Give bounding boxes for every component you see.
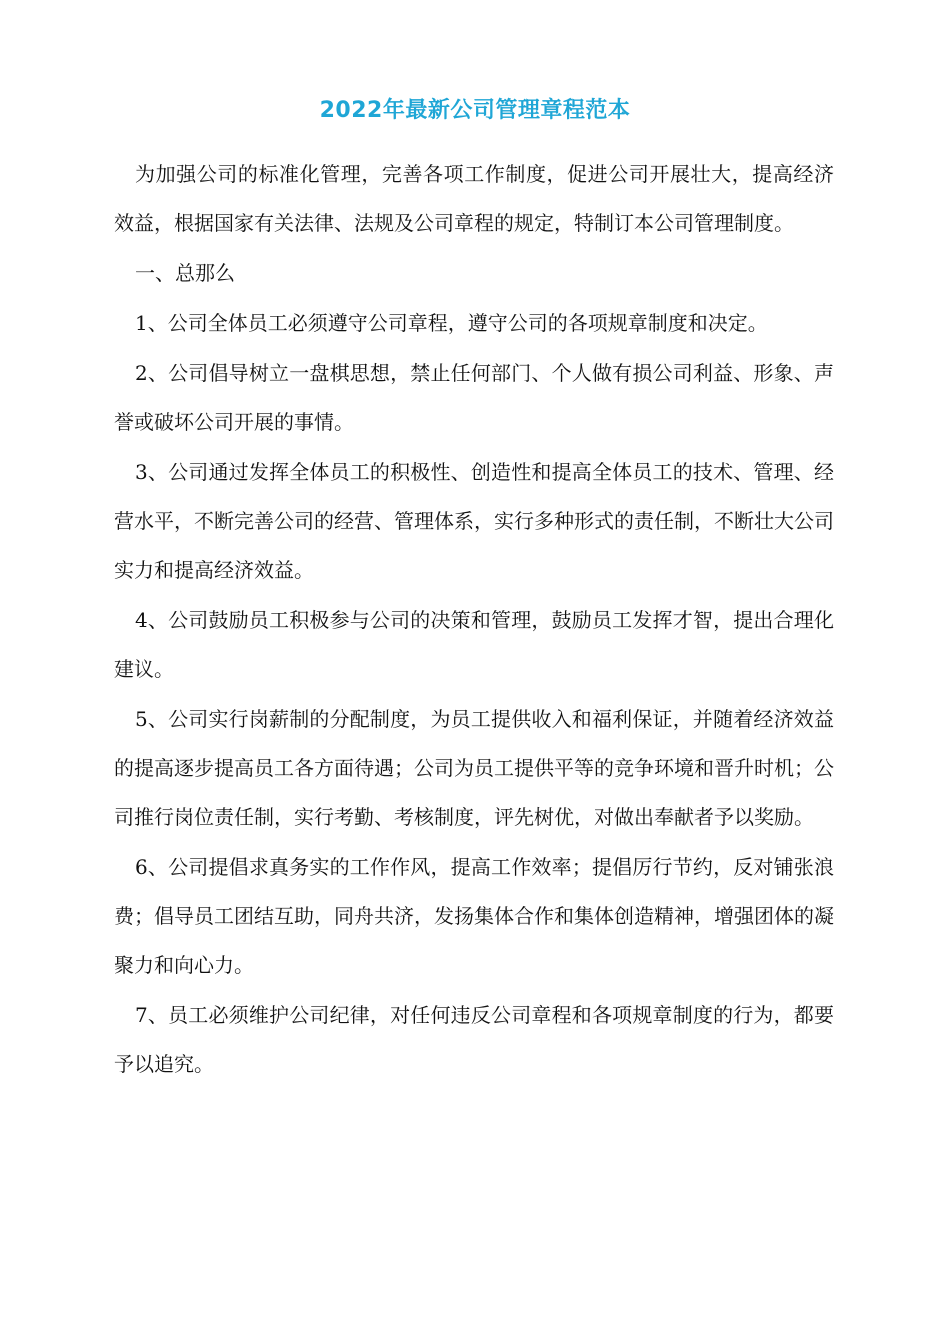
clause-5: 5、公司实行岗薪制的分配制度，为员工提供收入和福利保证，并随着经济效益的提高逐步提高员工各方面待遇；公司为员工提供平等的竞争环境和晋升时机；公司推行岗位责任制，实行考勤、考核制度，评先树优，对做出奉献者予以奖励。 — [114, 707, 834, 829]
clause-3: 3、公司通过发挥全体员工的积极性、创造性和提高全体员工的技术、管理、经营水平，不断完善公司的经营、管理体系，实行多种形式的责任制，不断壮大公司实力和提高经济效益。 — [114, 460, 834, 582]
clause-1: 1、公司全体员工必须遵守公司章程，遵守公司的各项规章制度和决定。 — [135, 311, 768, 335]
clause-7: 7、员工必须维护公司纪律，对任何违反公司章程和各项规章制度的行为，都要予以追究。 — [114, 1003, 834, 1076]
section-heading-general: 一、总那么 — [135, 261, 235, 285]
document-title: 2022年最新公司管理章程范本 — [319, 98, 631, 123]
clause-6: 6、公司提倡求真务实的工作作风，提高工作效率；提倡厉行节约，反对铺张浪费；倡导员工团结互助，同舟共济，发扬集体合作和集体创造精神，增强团体的凝聚力和向心力。 — [114, 855, 834, 977]
paragraph-intro: 为加强公司的标准化管理，完善各项工作制度，促进公司开展壮大，提高经济效益，根据国家有关法律、法规及公司章程的规定，特制订本公司管理制度。 — [114, 162, 834, 235]
document-body — [114, 150, 834, 1089]
clause-2: 2、公司倡导树立一盘棋思想，禁止任何部门、个人做有损公司利益、形象、声誉或破坏公司开展的事情。 — [114, 361, 834, 434]
clause-4: 4、公司鼓励员工积极参与公司的决策和管理，鼓励员工发挥才智，提出合理化建议。 — [114, 608, 834, 681]
